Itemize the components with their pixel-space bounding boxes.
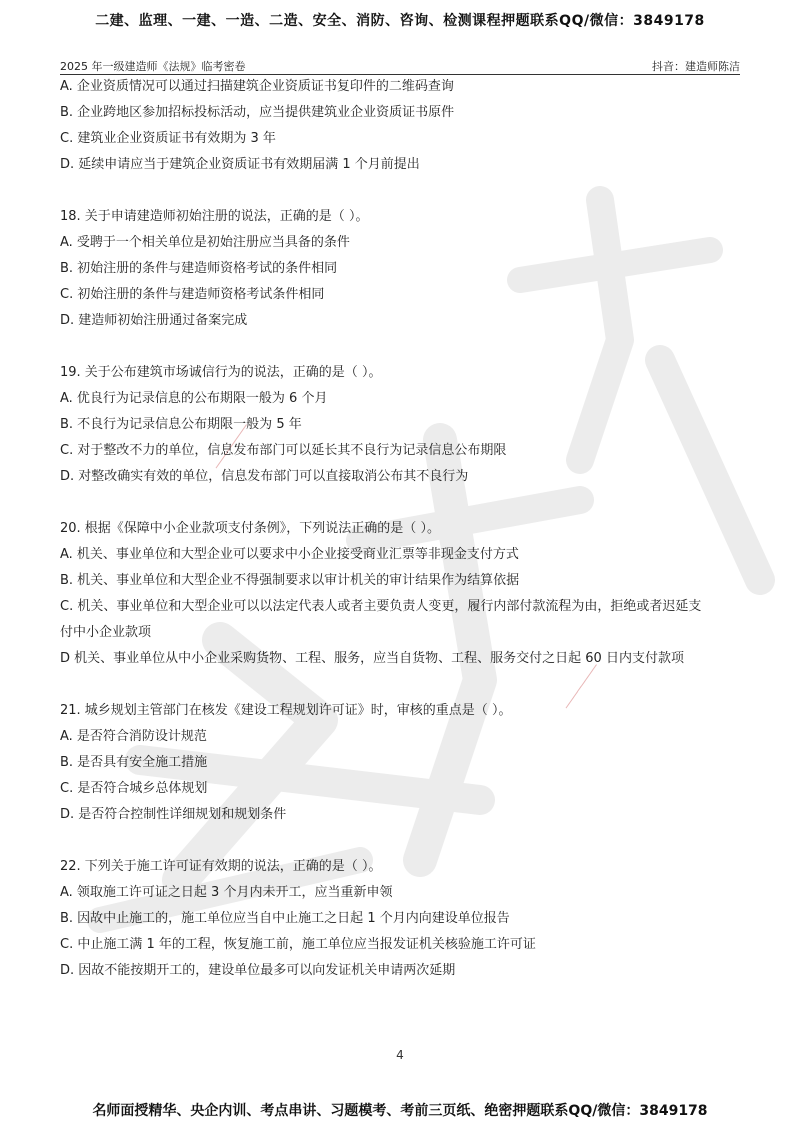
question-19 <box>60 360 750 490</box>
option-line: B. 初始注册的条件与建造师资格考试的条件相同 <box>60 261 338 276</box>
question-stem: 20. 根据《保障中小企业款项支付条例》，下列说法正确的是（ ）。 <box>60 521 440 536</box>
question-stem: 22. 下列关于施工许可证有效期的说法，正确的是（ ）。 <box>60 859 382 874</box>
option-line: D. 建造师初始注册通过备案完成 <box>60 313 248 328</box>
option-line: C. 是否符合城乡总体规划 <box>60 781 208 796</box>
question-21 <box>60 698 750 828</box>
douyin-account: 抖音：建造师陈洁 <box>652 60 740 73</box>
option-line: A. 机关、事业单位和大型企业可以要求中小企业接受商业汇票等非现金支付方式 <box>60 547 519 562</box>
question-18 <box>60 204 750 334</box>
question-stem: 18. 关于申请建造师初始注册的说法，正确的是（ ）。 <box>60 209 369 224</box>
top-banner: 二建、监理、一建、一造、二造、安全、消防、咨询、检测课程押题联系QQ/微信：3849178 <box>95 13 705 29</box>
question-20 <box>60 516 750 672</box>
question-stem: 19. 关于公布建筑市场诚信行为的说法，正确的是（ ）。 <box>60 365 382 380</box>
option-line: D. 延续申请应当于建筑企业资质证书有效期届满 1 个月前提出 <box>60 157 420 172</box>
option-line: B. 企业跨地区参加招标投标活动，应当提供建筑业企业资质证书原件 <box>60 105 455 120</box>
option-line: D. 对整改确实有效的单位，信息发布部门可以直接取消公布其不良行为 <box>60 469 469 484</box>
option-line: A. 企业资质情况可以通过扫描建筑企业资质证书复印件的二维码查询 <box>60 79 454 94</box>
question-content <box>60 74 750 984</box>
option-line: 付中小企业款项 <box>60 625 152 640</box>
option-line: A. 是否符合消防设计规范 <box>60 729 207 744</box>
bottom-banner: 名师面授精华、央企内训、考点串讲、习题模考、考前三页纸、绝密押题联系QQ/微信：3849178 <box>92 1103 708 1119</box>
page-number: 4 <box>396 1048 404 1062</box>
option-line: C. 对于整改不力的单位，信息发布部门可以延长其不良行为记录信息公布期限 <box>60 443 507 458</box>
option-line: A. 领取施工许可证之日起 3 个月内未开工，应当重新申领 <box>60 885 393 900</box>
option-line: C. 初始注册的条件与建造师资格考试条件相同 <box>60 287 325 302</box>
question-stem: 21. 城乡规划主管部门在核发《建设工程规划许可证》时，审核的重点是（ ）。 <box>60 703 512 718</box>
option-line: C. 机关、事业单位和大型企业可以以法定代表人或者主要负责人变更，履行内部付款流程为由，拒绝或者迟延支 <box>60 599 702 614</box>
option-line: C. 建筑业企业资质证书有效期为 3 年 <box>60 131 276 146</box>
option-line: C. 中止施工满 1 年的工程，恢复施工前，施工单位应当报发证机关核验施工许可证 <box>60 937 536 952</box>
option-line: A. 受聘于一个相关单位是初始注册应当具备的条件 <box>60 235 350 250</box>
option-line: B. 机关、事业单位和大型企业不得强制要求以审计机关的审计结果作为结算依据 <box>60 573 520 588</box>
option-line: D. 因故不能按期开工的，建设单位最多可以向发证机关申请两次延期 <box>60 963 456 978</box>
watermark-text-2: ──────── <box>560 661 603 712</box>
option-line: D. 是否符合控制性详细规划和规划条件 <box>60 807 287 822</box>
page-header <box>60 54 740 75</box>
exam-title: 2025 年一级建造师《法规》临考密卷 <box>60 60 246 73</box>
option-line: B. 不良行为记录信息公布期限一般为 5 年 <box>60 417 302 432</box>
option-line: B. 是否具有安全施工措施 <box>60 755 208 770</box>
option-line: B. 因故中止施工的，施工单位应当自中止施工之日起 1 个月内向建设单位报告 <box>60 911 510 926</box>
watermark-text-1: ──────── <box>210 421 253 472</box>
option-line: D 机关、事业单位从中小企业采购货物、工程、服务，应当自货物、工程、服务交付之日起 60 日内支付款项 <box>60 651 684 666</box>
question-22 <box>60 854 750 984</box>
option-line: A. 优良行为记录信息的公布期限一般为 6 个月 <box>60 391 328 406</box>
